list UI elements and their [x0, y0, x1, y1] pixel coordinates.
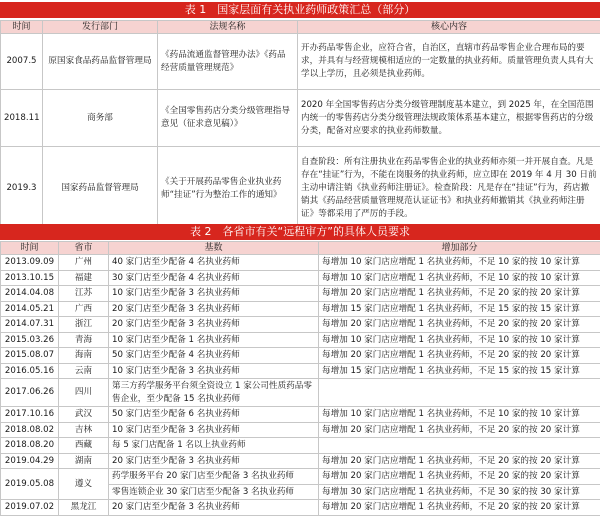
table2-cell-time: 2018.08.02: [1, 422, 59, 438]
table2-cell-prov: 广西: [59, 301, 109, 317]
table-row: [1, 317, 600, 333]
table1-cell-dept: 商务部: [43, 90, 158, 147]
table1-cell-content: 自查阶段：所有注册执业在药品零售企业的执业药师亦须一并开展自查。凡是存在“挂证”行为，不能在岗服务的执业药师，应立即在 2019 年 4 月 30 日前主动申请注销《执业药师注册证》。检查阶段：凡是存在“挂证”行为，药店撤销其《药品经营质量管理规范认证证书》和执业药师撤销其《执业药师注册证》等都采用了严厉的手段。: [298, 147, 600, 231]
table2: [0, 241, 600, 516]
table2-cell-prov: 遵义: [59, 469, 109, 500]
table1-cell-law: 《药品流通监督管理办法》《药品经营质量管理规范》: [158, 34, 298, 90]
table2-cell-time: 2014.04.08: [1, 286, 59, 302]
table2-cell-base: 20 家门店至少配备 3 名执业药师: [109, 317, 319, 333]
table1-header-dept: 发行部门: [43, 21, 158, 34]
table2-cell-time: 2019.04.29: [1, 453, 59, 469]
table2-cell-add: 每增加 20 家门店应增配 1 名执业药师，不足 20 家的按 20 家计算: [319, 469, 600, 485]
table2-cell-time: 2017.10.16: [1, 407, 59, 423]
table2-cell-base: 20 家门店至少配备 3 名执业药师: [109, 453, 319, 469]
table-row: [1, 332, 600, 348]
table2-title: 表 2 各省市有关“远程审方”的具体人员要求: [0, 224, 600, 240]
table1-header-content: 核心内容: [298, 21, 600, 34]
table1-cell-time: 2019.3: [1, 147, 43, 231]
table1-cell-content: 2020 年全国零售药店分类分级管理制度基本建立，到 2025 年，在全国范围内统一的零售药店分类分级管理法规政策体系基本建立，根据零售药店的分级分类，配备对应要求的执业药师数量。: [298, 90, 600, 147]
table2-header-prov: 省市: [59, 242, 109, 255]
table2-header-row: [1, 242, 600, 255]
table2-cell-base: 50 家门店至少配备 6 名执业药师: [109, 407, 319, 423]
table2-cell-base: 零售连锁企业 30 家门店至少配备 3 名执业药师: [109, 484, 319, 500]
table2-cell-add: 每增加 10 家门店应增配 1 名执业药师，不足 10 家的按 10 家计算: [319, 255, 600, 271]
table2-header-base: 基数: [109, 242, 319, 255]
table2-cell-prov: 广州: [59, 255, 109, 271]
table2-cell-prov: 海南: [59, 348, 109, 364]
table-row: [1, 270, 600, 286]
table2-cell-base: 30 家门店至少配备 4 名执业药师: [109, 270, 319, 286]
table2-cell-base: 10 家门店至少配备 3 名执业药师: [109, 422, 319, 438]
table-row: [1, 363, 600, 379]
table-row: [1, 301, 600, 317]
table-row: [1, 422, 600, 438]
table2-cell-add: 每增加 20 家门店应增配 1 名执业药师，不足 20 家的按 20 家计算: [319, 422, 600, 438]
table2-cell-base: 第三方药学服务平台须全资设立 1 家公司性质药品零售企业，至少配备 15 名执业药师: [109, 379, 319, 407]
table2-cell-time: 2018.08.20: [1, 438, 59, 454]
table-row: [1, 438, 600, 454]
table-row: [1, 407, 600, 423]
table2-cell-prov: 武汉: [59, 407, 109, 423]
table-row: [1, 348, 600, 364]
table2-cell-add: 每增加 30 家门店应增配 1 名执业药师，不足 30 家的按 30 家计算: [319, 484, 600, 500]
table2-cell-time: 2019.07.02: [1, 500, 59, 516]
table2-cell-prov: 青海: [59, 332, 109, 348]
table2-cell-add: 每增加 10 家门店应增配 1 名执业药师，不足 10 家的按 10 家计算: [319, 332, 600, 348]
table2-cell-time: 2015.08.07: [1, 348, 59, 364]
table2-cell-add: 每增加 10 家门店应增配 1 名执业药师，不足 10 家的按 10 家计算: [319, 407, 600, 423]
table1-title: 表 1 国家层面有关执业药师政策汇总（部分）: [0, 2, 600, 18]
table-row: [1, 286, 600, 302]
table2-cell-base: 10 家门店至少配备 3 名执业药师: [109, 286, 319, 302]
table2-cell-prov: 吉林: [59, 422, 109, 438]
table2-cell-prov: 福建: [59, 270, 109, 286]
table2-cell-time: 2017.06.26: [1, 379, 59, 407]
table2-cell-time: 2014.07.31: [1, 317, 59, 333]
table1-cell-dept: 原国家食品药品监督管理局: [43, 34, 158, 90]
table1-cell-dept: 国家药品监督管理局: [43, 147, 158, 231]
table1-header-time: 时间: [1, 21, 43, 34]
table2-cell-prov: 西藏: [59, 438, 109, 454]
table2-cell-time: 2019.05.08: [1, 469, 59, 500]
table-row: [1, 255, 600, 271]
table-row: [1, 500, 600, 516]
table2-cell-base: 40 家门店至少配备 4 名执业药师: [109, 255, 319, 271]
table2-cell-base: 每 5 家门店配备 1 名以上执业药师: [109, 438, 319, 454]
table2-cell-prov: 四川: [59, 379, 109, 407]
table2-cell-add: 每增加 20 家门店应增配 1 名执业药师，不足 20 家的按 20 家计算: [319, 348, 600, 364]
table1-cell-law: 《全国零售药店分类分级管理指导意见（征求意见稿）》: [158, 90, 298, 147]
table2-cell-add: 每增加 20 家门店应增配 1 名执业药师，不足 20 家的按 20 家计算: [319, 500, 600, 516]
table2-header-add: 增加部分: [319, 242, 600, 255]
table-row: [1, 147, 600, 231]
table2-cell-add: 每增加 20 家门店应增配 1 名执业药师，不足 20 家的按 20 家计算: [319, 286, 600, 302]
table1-cell-law: 《关于开展药品零售企业执业药师“挂证”行为整治工作的通知》: [158, 147, 298, 231]
table1-header-law: 法规名称: [158, 21, 298, 34]
table-row: [1, 34, 600, 90]
table2-cell-prov: 湖南: [59, 453, 109, 469]
table2-cell-add: [319, 438, 600, 454]
table1-cell-time: 2018.11: [1, 90, 43, 147]
table2-cell-time: 2013.09.09: [1, 255, 59, 271]
table2-cell-time: 2016.05.16: [1, 363, 59, 379]
table2-cell-base: 20 家门店至少配备 3 名执业药师: [109, 301, 319, 317]
table2-cell-time: 2015.03.26: [1, 332, 59, 348]
table2-cell-prov: 云南: [59, 363, 109, 379]
table2-cell-base: 10 家门店至少配备 3 名执业药师: [109, 363, 319, 379]
table2-cell-base: 50 家门店至少配备 4 名执业药师: [109, 348, 319, 364]
table-row: [1, 90, 600, 147]
table1: [0, 20, 600, 231]
table2-cell-time: 2013.10.15: [1, 270, 59, 286]
table2-cell-prov: 江苏: [59, 286, 109, 302]
table-row: [1, 379, 600, 407]
table1-header-row: [1, 21, 600, 34]
table2-cell-prov: 浙江: [59, 317, 109, 333]
table2-cell-add: 每增加 10 家门店应增配 1 名执业药师，不足 10 家的按 10 家计算: [319, 270, 600, 286]
table2-cell-base: 20 家门店至少配备 3 名执业药师: [109, 500, 319, 516]
table2-cell-time: 2014.05.21: [1, 301, 59, 317]
table2-cell-prov: 黑龙江: [59, 500, 109, 516]
table2-cell-add: 每增加 20 家门店应增配 1 名执业药师，不足 20 家的按 20 家计算: [319, 317, 600, 333]
table1-cell-time: 2007.5: [1, 34, 43, 90]
table2-header-time: 时间: [1, 242, 59, 255]
table2-cell-base: 药学服务平台 20 家门店至少配备 3 名执业药师: [109, 469, 319, 485]
table2-cell-add: 每增加 15 家门店应增配 1 名执业药师，不足 15 家的按 15 家计算: [319, 301, 600, 317]
table-row: [1, 469, 600, 485]
table2-cell-base: 10 家门店至少配备 1 名执业药师: [109, 332, 319, 348]
table2-cell-add: 每增加 20 家门店应增配 1 名执业药师，不足 20 家的按 20 家计算: [319, 453, 600, 469]
table-row: [1, 453, 600, 469]
table2-cell-add: 每增加 15 家门店应增配 1 名执业药师，不足 15 家的按 15 家计算: [319, 363, 600, 379]
table2-cell-add: [319, 379, 600, 407]
table1-cell-content: 开办药品零售企业，应符合省，自治区，直辖市药品零售企业合理布局的要求，并具有与经营规模相适应的一定数量的执业药师。质量管理负责人具有大学以上学历，且必须是执业药师。: [298, 34, 600, 90]
